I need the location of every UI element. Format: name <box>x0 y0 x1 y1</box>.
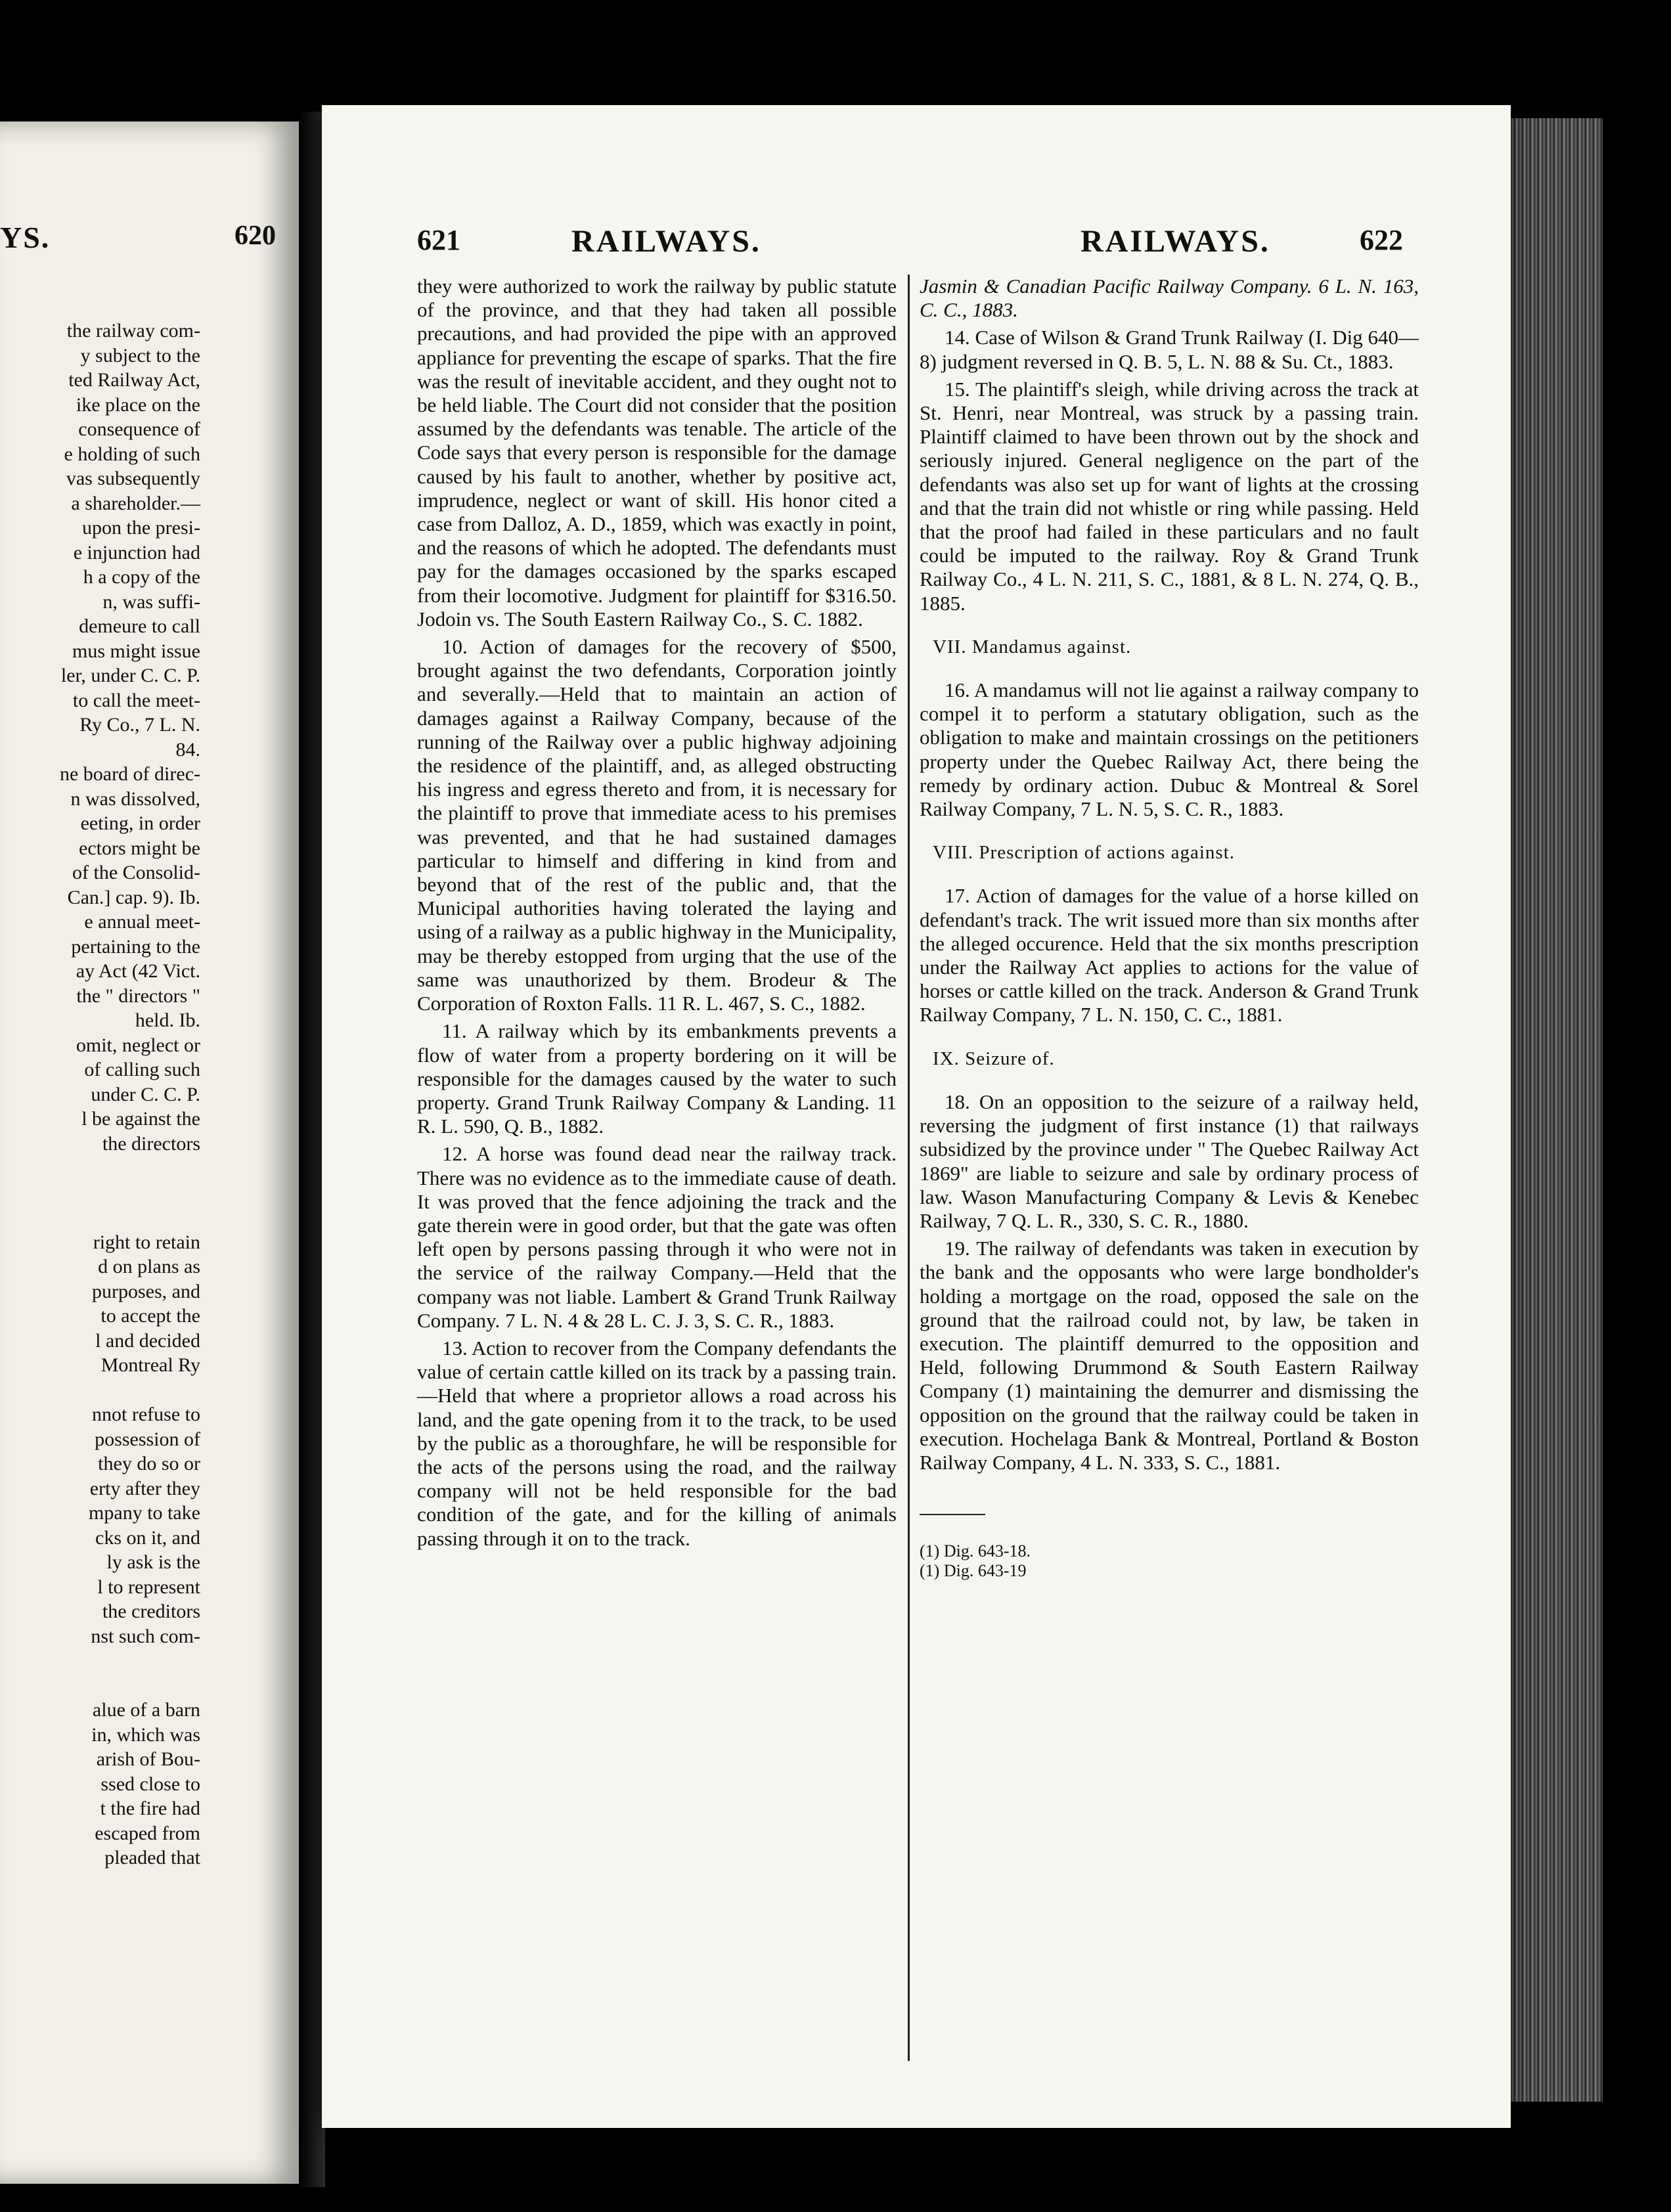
previous-page-line: ssed close to <box>100 1773 200 1795</box>
paragraph-15: 15. The plaintiff's sleigh, while driving across the track at St. Henri, near Montreal, was struck by a passing train. Plaintiff claimed to have been thrown out by the shock and seriously injured. General negligence on the part of the defendants was also set up for want of lights at the crossing and that the train did not whistle or ring while passing. Held that the proof had failed in these particulars and no fault could be imputed to the railway. Roy & Grand Trunk Railway Co., 4 L. N. 211, S. C., 1881, & 8 L. N. 274, Q. B., 1885. <box>920 377 1419 615</box>
previous-page-line <box>0 1156 200 1181</box>
previous-page-line: Montreal Ry <box>100 1354 200 1376</box>
paragraph-12: 12. A horse was found dead near the railway track. There was no evidence as to the immediate cause of death. It was proved that the fence adjoining the track and the gate therein were in good order, but that the gate was often left open by persons passing through it who were not in the service of the railway Company.—Held that the company was not liable. Lambert & Grand Trunk Railway Company. 7 L. N. 4 & 28 L. C. J. 3, S. C. R., 1883. <box>417 1142 897 1332</box>
previous-page-line: right to retain <box>93 1231 200 1253</box>
paragraph-18: 18. On an opposition to the seizure of a railway held, reversing the judgment of first instance (1) that railways subsidized by the province under " The Quebec Railway Act 1869" are liable to seizure and sale by ordinary process of law. Wason Manufacturing Company & Levis & Kenebec Railway, 7 Q. L. R., 330, S. C. R., 1880. <box>920 1090 1419 1232</box>
previous-page-line: vas subsequently <box>66 468 200 489</box>
previous-page-line: the directors <box>102 1132 200 1155</box>
previous-page-line: cks on it, and <box>95 1526 200 1549</box>
previous-page-line: the railway com- <box>66 320 200 342</box>
previous-page-line: eeting, in order <box>80 812 200 834</box>
previous-page-line: h a copy of the <box>83 566 200 588</box>
previous-page-line: l and decided <box>95 1329 200 1352</box>
previous-page-line: omit, neglect or <box>76 1034 200 1056</box>
previous-page-line: ted Railway Act, <box>68 369 200 391</box>
previous-page-line: l to represent <box>97 1576 200 1598</box>
section-heading-prescription: VIII. Prescription of actions against. <box>933 842 1236 864</box>
footnote-1: (1) Dig. 643-18. <box>920 1541 1031 1561</box>
text-column-right <box>920 275 1419 1581</box>
paragraph-10: 10. Action of damages for the recovery of $500, brought against the two defendants, Corporation jointly and severally.—Held that to maintain an action of damages against a Railway Company, because of the running of the Railway over a public highway adjoining the residence of the plaintiff, and, as alleged obstructing his ingress and egress thereto and from, it is necessary for the plaintiff to prove that immediate acess to his premises was prevented, and that he had sustained damages particular to himself and differing in kind from and beyond that of the rest of the public and, that the Municipal authorities having tolerated the laying and using of a railway as a public highway in the Municipality, may be thereby estopped from urging that the use of the same was unauthorized by them. Brodeur & The Corporation of Roxton Falls. 11 R. L. 467, S. C., 1882. <box>417 635 897 1015</box>
previous-page-line: 84. <box>175 738 200 761</box>
previous-page-title: YS. <box>0 221 51 254</box>
previous-page-line: pleaded that <box>104 1847 200 1869</box>
previous-page-line: to call the meet- <box>72 689 200 711</box>
previous-page-line: Can.] cap. 9). Ib. <box>67 886 200 908</box>
previous-page-line: n, was suffi- <box>102 590 200 613</box>
previous-page-line: under C. C. P. <box>91 1083 200 1105</box>
paragraph-11: 11. A railway which by its embankments prevents a flow of water from a property bordering on it will be responsible for the damages caused by the water to such property. Grand Trunk Railway Company & Landing. 11 R. L. 590, Q. B., 1882. <box>417 1019 897 1138</box>
paragraph-continued: they were authorized to work the railway by public statute of the province, and that they had taken all possible precautions, and had provided the pipe with an approved appliance for preventing the escape of sparks. That the fire was the result of inevitable accident, and they ought not to be held liable. The Court did not consider that the position assumed by the defendants was tenable. The article of the Code says that every person is responsible for the damage caused by his fault to another, whether by positive act, imprudence, neglect or want of skill. His honor cited a case from Dalloz, A. D., 1859, which was exactly in point, and the reasons of which he adopted. The defendants must pay for the damages occasioned by the sparks escaped from their locomotive. Judgment for plaintiff for $316.50. Jodoin vs. The South Eastern Railway Co., S. C. 1882. <box>417 275 897 630</box>
previous-page-line: d on plans as <box>98 1256 200 1277</box>
section-heading-seizure: IX. Seizure of. <box>933 1048 1055 1069</box>
previous-page-line: consequence of <box>78 418 200 440</box>
previous-page-number: 620 <box>234 221 276 251</box>
previous-page-line: e injunction had <box>73 541 200 564</box>
previous-page-line: n was dissolved, <box>70 787 200 810</box>
previous-page-line: purposes, and <box>92 1280 200 1302</box>
previous-page-line: ly ask is the <box>106 1551 200 1573</box>
footnote-rule <box>920 1514 985 1515</box>
section-heading-mandamus: VII. Mandamus against. <box>933 636 1132 657</box>
previous-page-line: nst such com- <box>91 1625 200 1647</box>
previous-page-text <box>0 319 200 1870</box>
previous-page-header <box>0 220 276 259</box>
previous-page-line: a shareholder.— <box>71 492 200 514</box>
previous-page-line: t the fire had <box>100 1798 200 1819</box>
previous-page-line: ike place on the <box>76 393 200 416</box>
previous-page-line: of the Consolid- <box>72 862 200 883</box>
previous-page-line <box>0 1648 200 1673</box>
previous-page-line: they do so or <box>98 1453 200 1474</box>
page-number-right: 622 <box>1360 224 1403 256</box>
previous-page-line: held. Ib. <box>135 1009 200 1031</box>
previous-page-line <box>0 1181 200 1206</box>
previous-page-line <box>0 1378 200 1403</box>
book-page-edges <box>1511 118 1603 2102</box>
previous-page-line: pertaining to the <box>71 935 200 958</box>
running-title-left: RAILWAYS. <box>571 224 761 259</box>
previous-page-line: possession of <box>95 1428 200 1450</box>
previous-page-line: l be against the <box>81 1108 200 1130</box>
previous-page-line: ler, under C. C. P. <box>60 665 200 686</box>
previous-page-line <box>0 1673 200 1698</box>
previous-page-line: of calling such <box>84 1059 200 1080</box>
previous-page-line: nnot refuse to <box>92 1404 200 1425</box>
page-number-left: 621 <box>417 224 460 256</box>
paragraph-14: 14. Case of Wilson & Grand Trunk Railway (I. Dig 640—8) judgment reversed in Q. B. 5, L. N. 88 & Su. Ct., 1883. <box>920 326 1419 373</box>
previous-page-line: e annual meet- <box>84 911 200 933</box>
previous-page-line: in, which was <box>91 1723 200 1746</box>
previous-page <box>0 122 299 2184</box>
text-column-left <box>417 275 897 1555</box>
previous-page-line: alue of a barn <box>92 1699 200 1721</box>
footnote-2: (1) Dig. 643-19 <box>920 1561 1027 1581</box>
running-title-right: RAILWAYS. <box>1081 224 1270 259</box>
previous-page-line: ay Act (42 Vict. <box>76 960 200 982</box>
column-divider <box>908 275 910 2061</box>
paragraph-17: 17. Action of damages for the value of a horse killed on defendant's track. The writ issued more than six months after the alleged occurence. Held that the six months prescription under the Railway Act applies to actions for the value of horses or cattle killed on the track. Anderson & Grand Trunk Railway Company, 7 L. N. 150, C. C., 1881. <box>920 884 1419 1027</box>
book-gutter <box>299 112 325 2187</box>
previous-page-line: e holding of such <box>64 443 200 465</box>
book-page <box>322 105 1511 2128</box>
previous-page-line: to accept the <box>100 1305 200 1327</box>
previous-page-line: the creditors <box>102 1601 200 1622</box>
previous-page-line: mus might issue <box>72 640 200 662</box>
previous-page-line: y subject to the <box>80 344 200 366</box>
previous-page-line: demeure to call <box>79 615 200 637</box>
paragraph-13: 13. Action to recover from the Company defendants the value of certain cattle killed on its track by a passing train.—Held that where a proprietor allows a road across his land, and the gate opening from it to the track, to be used by the public as a thoroughfare, he will be responsible for the acts of the persons using the road, and the railway company will not be held responsible for the bad condition of the gate, and for the killing of animals passing through it on to the track. <box>417 1336 897 1550</box>
paragraph-19: 19. The railway of defendants was taken in execution by the bank and the opposants who were large bondholder's holding a mortgage on the road, opposed the sale on the ground that the railroad could not, by law, be taken in execution. The plaintiff demurred to the opposition and Held, following Drummond & South Eastern Railway Company (1) maintaining the demurrer and dismissing the opposition on the ground that the railway could be taken in execution. Hochelaga Bank & Montreal, Portland & Boston Railway Company, 4 L. N. 333, S. C., 1881. <box>920 1237 1419 1474</box>
previous-page-line: ne board of direc- <box>59 763 200 785</box>
previous-page-line: arish of Bou- <box>96 1748 200 1770</box>
previous-page-line: escaped from <box>95 1822 200 1844</box>
previous-page-line: mpany to take <box>89 1502 200 1524</box>
previous-page-line: Ry Co., 7 L. N. <box>79 714 200 736</box>
previous-page-line: the " directors " <box>76 984 200 1007</box>
previous-page-line: upon the presi- <box>82 517 200 539</box>
paragraph-16: 16. A mandamus will not lie against a railway company to compel it to perform a statutary obligation, such as the obligation to make and maintain crossings on the petitioners property under the Quebec Railway Act, there being the remedy by ordinary action. Dubuc & Montreal & Sorel Railway Company, 7 L. N. 5, S. C. R., 1883. <box>920 678 1419 821</box>
previous-page-line <box>0 1205 200 1230</box>
previous-page-line: erty after they <box>89 1477 200 1499</box>
previous-page-line: ectors might be <box>79 837 200 859</box>
paragraph-continued-right: Jasmin & Canadian Pacific Railway Company. 6 L. N. 163, C. C., 1883. <box>920 275 1419 322</box>
